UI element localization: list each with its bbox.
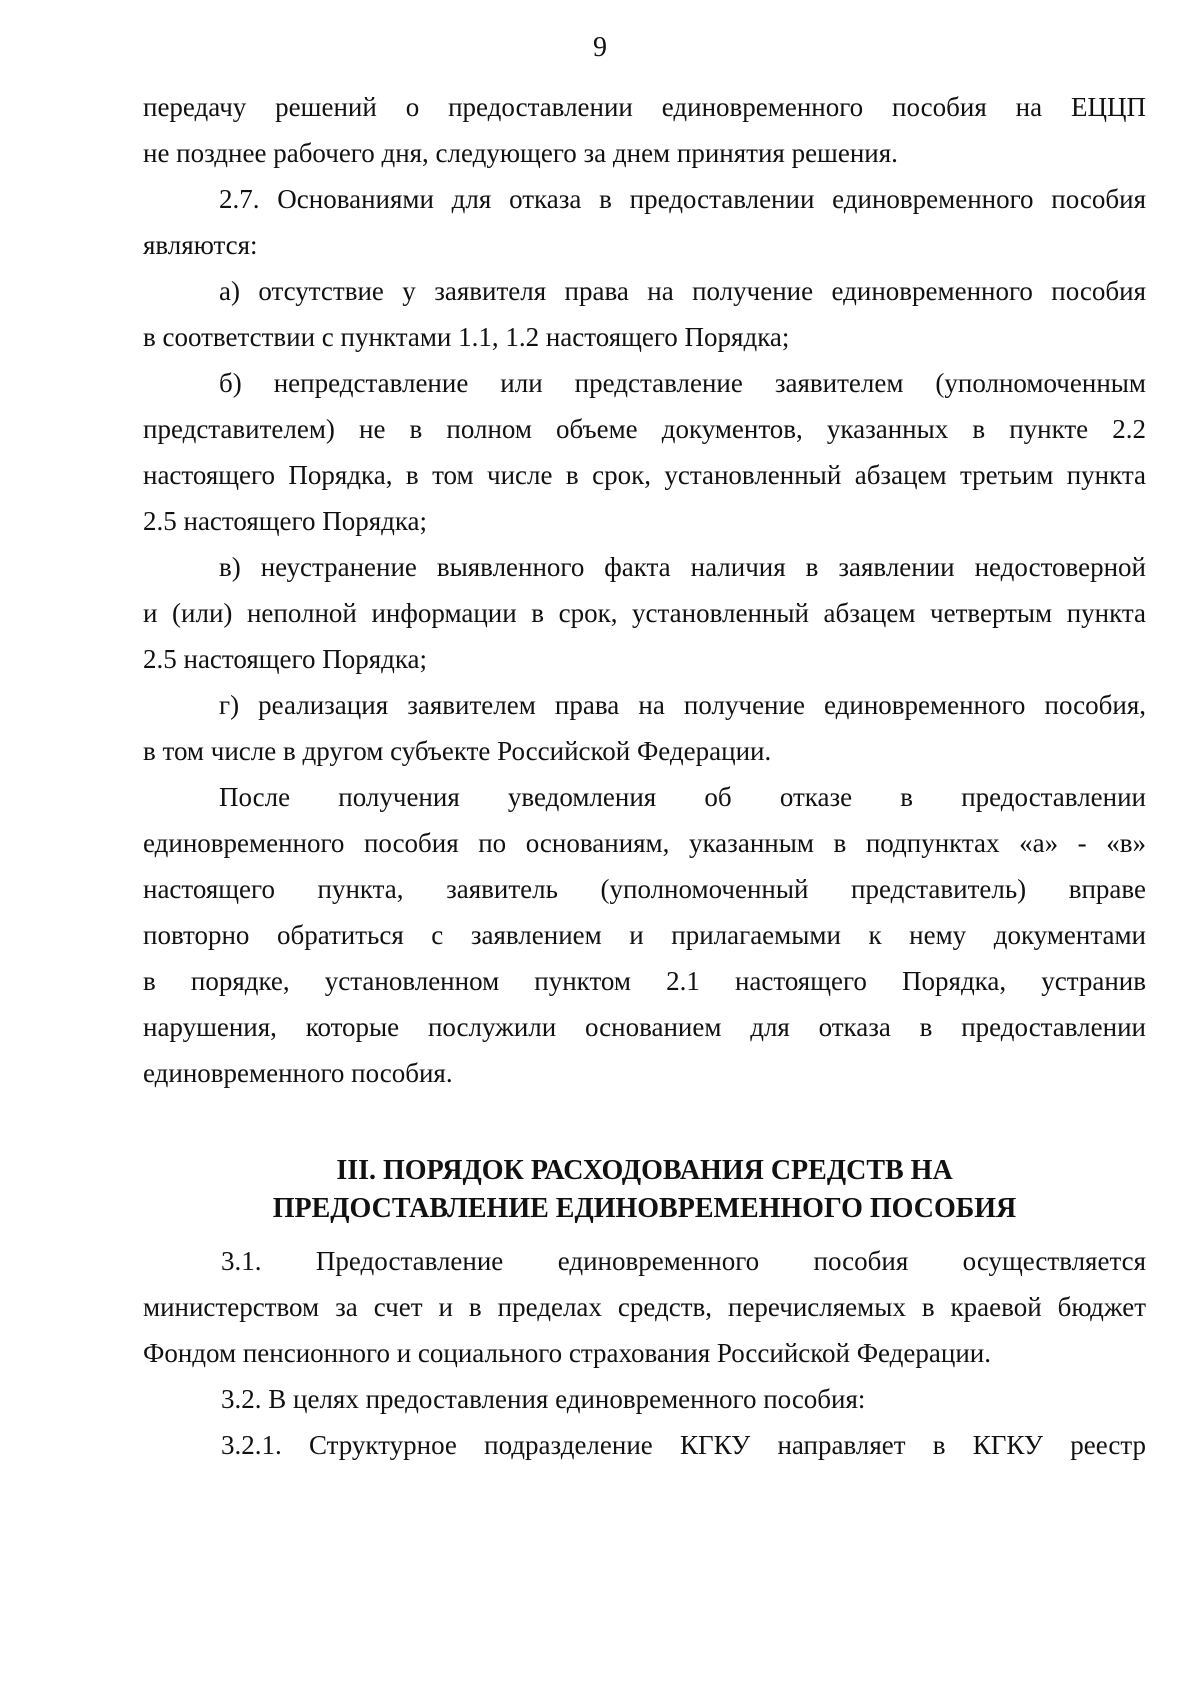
paragraph-3-1 (143, 1238, 1146, 1376)
text-line: г) реализация заявителем права на получение единовременного пособия, (219, 690, 1146, 720)
text-line: не позднее рабочего дня, следующего за днем принятия решения. (143, 138, 898, 168)
text-line: настоящего пункта, заявитель (уполномоченный представитель) вправе (143, 874, 1146, 904)
text-line: единовременного пособия по основаниям, указанным в подпунктах «а» - «в» (143, 828, 1146, 858)
paragraph-after-refusal (143, 774, 1146, 1096)
text-line: настоящего Порядка, в том числе в срок, установленный абзацем третьим пункта (143, 460, 1146, 490)
text-line: нарушения, которые послужили основанием для отказа в предоставлении (143, 1012, 1146, 1042)
section-heading-line-1: III. ПОРЯДОК РАСХОДОВАНИЯ СРЕДСТВ НА (336, 1155, 953, 1186)
paragraph-3-2 (143, 1376, 1146, 1422)
subitem-b (143, 360, 1146, 544)
paragraph-2-6-end (143, 84, 1146, 176)
section-heading (143, 1152, 1146, 1228)
text-line: передачу решений о предоставлении единовременного пособия на ЕЦЦП (143, 92, 1146, 122)
text-line: Фондом пенсионного и социального страхования Российской Федерации. (143, 1338, 991, 1368)
text-line: являются: (143, 230, 258, 260)
subitem-g (143, 682, 1146, 774)
text-line: повторно обратиться с заявлением и прилагаемыми к нему документами (143, 920, 1146, 950)
text-line: в порядке, установленном пунктом 2.1 настоящего Порядка, устранив (143, 966, 1146, 996)
paragraph-2-7 (143, 176, 1146, 268)
paragraph-3-2-1 (143, 1422, 1146, 1468)
text-line: в том числе в другом субъекте Российской Федерации. (143, 736, 772, 766)
text-line: 2.5 настоящего Порядка; (143, 644, 428, 674)
text-line: После получения уведомления об отказе в предоставлении (219, 782, 1146, 812)
document-body (143, 84, 1146, 1468)
text-line: 2.7. Основаниями для отказа в предоставлении единовременного пособия (219, 184, 1146, 214)
text-line: 2.5 настоящего Порядка; (143, 506, 428, 536)
page-number: 9 (593, 32, 607, 63)
text-line: в соответствии с пунктами 1.1, 1.2 настоящего Порядка; (143, 322, 790, 352)
section-heading-line-2: ПРЕДОСТАВЛЕНИЕ ЕДИНОВРЕМЕННОГО ПОСОБИЯ (272, 1193, 1017, 1224)
text-line: представителем) не в полном объеме документов, указанных в пункте 2.2 (143, 414, 1146, 444)
text-line: 3.1. Предоставление единовременного пособия осуществляется (221, 1246, 1146, 1276)
text-line: а) отсутствие у заявителя права на получение единовременного пособия (219, 276, 1146, 306)
text-line: единовременного пособия. (143, 1058, 453, 1088)
text-line: б) непредставление или представление заявителем (уполномоченным (219, 368, 1146, 398)
subitem-v (143, 544, 1146, 682)
text-line: и (или) неполной информации в срок, установленный абзацем четвертым пункта (143, 598, 1146, 628)
text-line: министерством за счет и в пределах средств, перечисляемых в краевой бюджет (143, 1292, 1146, 1322)
text-line: 3.2.1. Структурное подразделение КГКУ направляет в КГКУ реестр (221, 1430, 1146, 1460)
subitem-a (143, 268, 1146, 360)
text-line: в) неустранение выявленного факта наличия в заявлении недостоверной (219, 552, 1146, 582)
text-line: 3.2. В целях предоставления единовременного пособия: (221, 1384, 866, 1414)
